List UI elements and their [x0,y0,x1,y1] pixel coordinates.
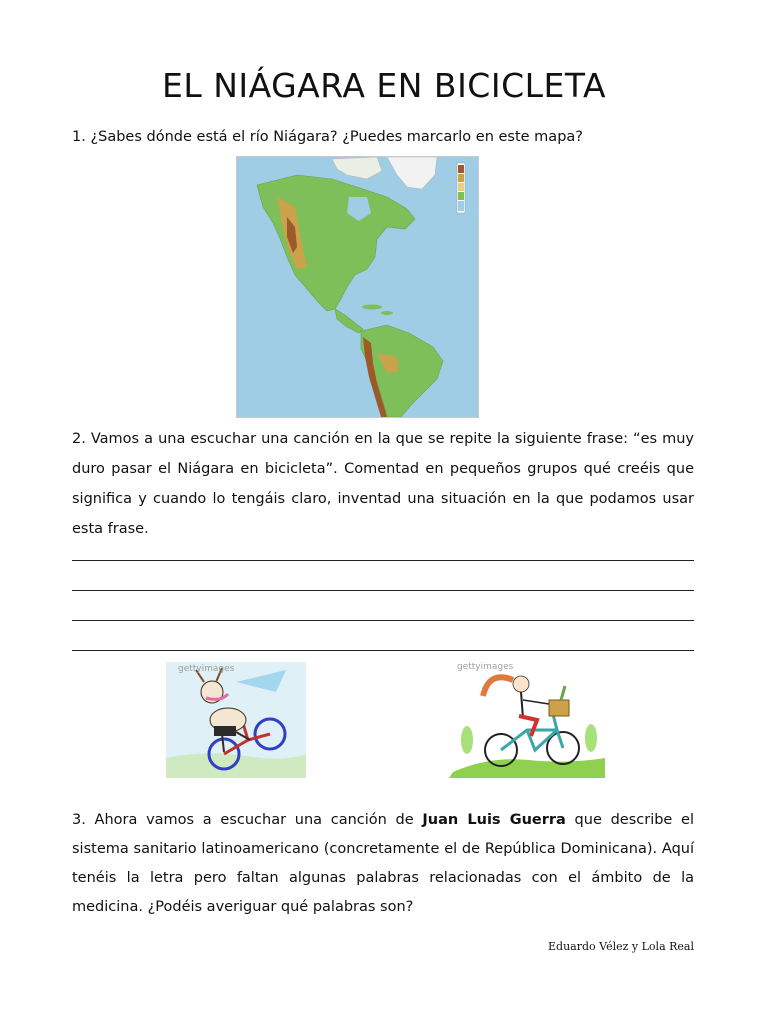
answer-line-1[interactable] [72,560,694,561]
girl-bike-graphic [449,660,607,778]
question-2: 2. Vamos a una escuchar una canción en la que se repite la siguiente frase: “es muy duro pasar el Niágara en bicicleta”. Comentad en pequeños grupos qué creéis que significa y cuando lo tengáis claro, inventad una situación en la que podamos usar esta frase. [72,431,694,537]
question-1: 1. ¿Sabes dónde está el río Niágara? ¿Puedes marcarlo en este mapa? [72,129,583,145]
girl-on-bike-illustration [449,660,607,778]
artist-name: Juan Luis Guerra [422,812,566,828]
goat-bike-graphic [166,662,306,778]
watermark-1: gettyimages [178,664,235,674]
question-3 [72,806,694,922]
answer-line-3[interactable] [72,620,694,621]
question-3-rest: que describe el sistema sanitario latinoamericano (concretamente el de República Dominicana). Aquí tenéis la letra pero faltan algunas palabras relacionadas con el ámbito de la medicina. ¿Podéis averiguar qué palabras son? [72,812,695,915]
answer-line-2[interactable] [72,590,694,591]
map-graphic [237,157,478,417]
watermark-2: gettyimages [457,662,514,672]
page-title: EL NIÁGARA EN BICICLETA [161,66,607,105]
question-3-intro: 3. Ahora vamos a escuchar una canción de [72,812,423,828]
author-credit: Eduardo Vélez y Lola Real [548,940,694,953]
americas-physical-map [236,156,479,418]
answer-line-4[interactable] [72,650,694,651]
goat-on-bike-illustration [166,662,306,778]
